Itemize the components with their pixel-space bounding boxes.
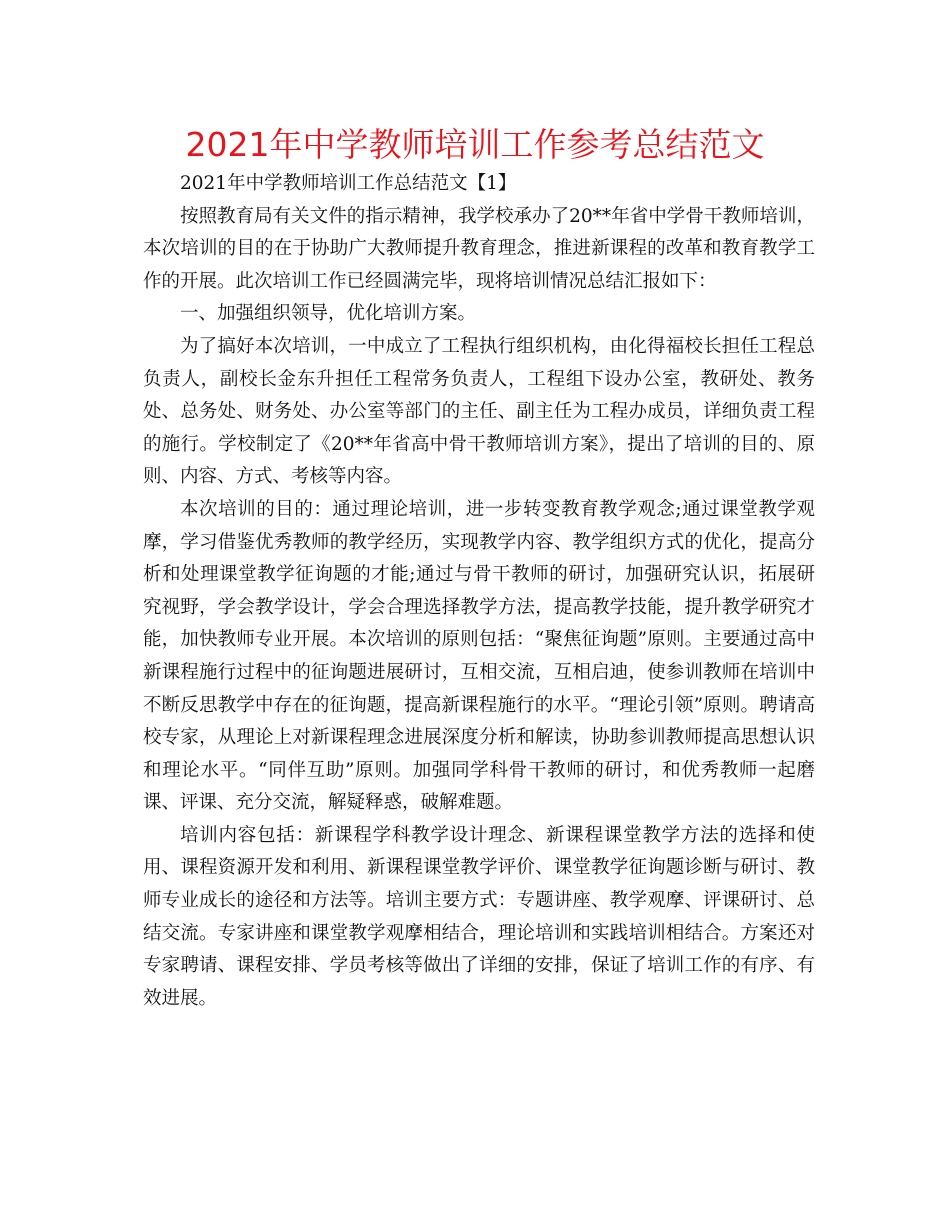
- paragraph-content-methods: 培训内容包括：新课程学科教学设计理念、新课程课堂教学方法的选择和使用、课程资源开发和利用、新课程课堂教学评价、课堂教学征询题诊断与研讨、教师专业成长的途径和方法等。培训主要方式：专题讲座、教学观摩、评课研讨、总结交流。专家讲座和课堂教学观摩相结合，理论培训和实践培训相结合。方案还对专家聘请、课程安排、学员考核等做出了详细的安排，保证了培训工作的有序、有效进展。: [143, 824, 815, 1009]
- paragraph-intro: 按照教育局有关文件的指示精神，我学校承办了20**年省中学骨干教师培训，本次培训的目的在于协助广大教师提升教育理念，推进新课程的改革和教育教学工作的开展。此次培训工作已经圆满完毕，现将培训情况总结汇报如下：: [143, 205, 815, 292]
- paragraph-organization: 为了搞好本次培训，一中成立了工程执行组织机构，由化得福校长担任工程总负责人，副校长金东升担任工程常务负责人，工程组下设办公室，教研处、教务处、总务处、财务处、办公室等部门的主任、副主任为工程办成员，详细负责工程的施行。学校制定了《20**年省高中骨干教师培训方案》，提出了培训的目的、原则、内容、方式、考核等内容。: [143, 335, 815, 488]
- document-body: [143, 168, 815, 1015]
- document-title: 2021年中学教师培训工作参考总结范文: [185, 125, 765, 164]
- section-heading-summary-1: 2021年中学教师培训工作总结范文【1】: [180, 173, 517, 194]
- section-heading-organization: 一、加强组织领导，优化培训方案。: [180, 303, 477, 325]
- paragraph-goals-principles: 本次培训的目的：通过理论培训，进一步转变教育教学观念;通过课堂教学观摩，学习借鉴优秀教师的教学经历，实现教学内容、教学组织方式的优化，提高分析和处理课堂教学征询题的才能;通过与骨干教师的研讨，加强研究认识，拓展研究视野，学会教学设计，学会合理选择教学方法，提高教学技能，提升教学研究才能，加快教师专业开展。本次培训的原则包括：“聚焦征询题”原则。主要通过高中新课程施行过程中的征询题进展研讨，互相交流，互相启迪，使参训教师在培训中不断反思教学中存在的征询题，提高新课程施行的水平。“理论引领”原则。聘请高校专家，从理论上对新课程理念进展深度分析和解读，协助参训教师提高思想认识和理论水平。“同伴互助”原则。加强同学科骨干教师的研讨，和优秀教师一起磨课、评课、充分交流，解疑释惑，破解难题。: [143, 498, 815, 814]
